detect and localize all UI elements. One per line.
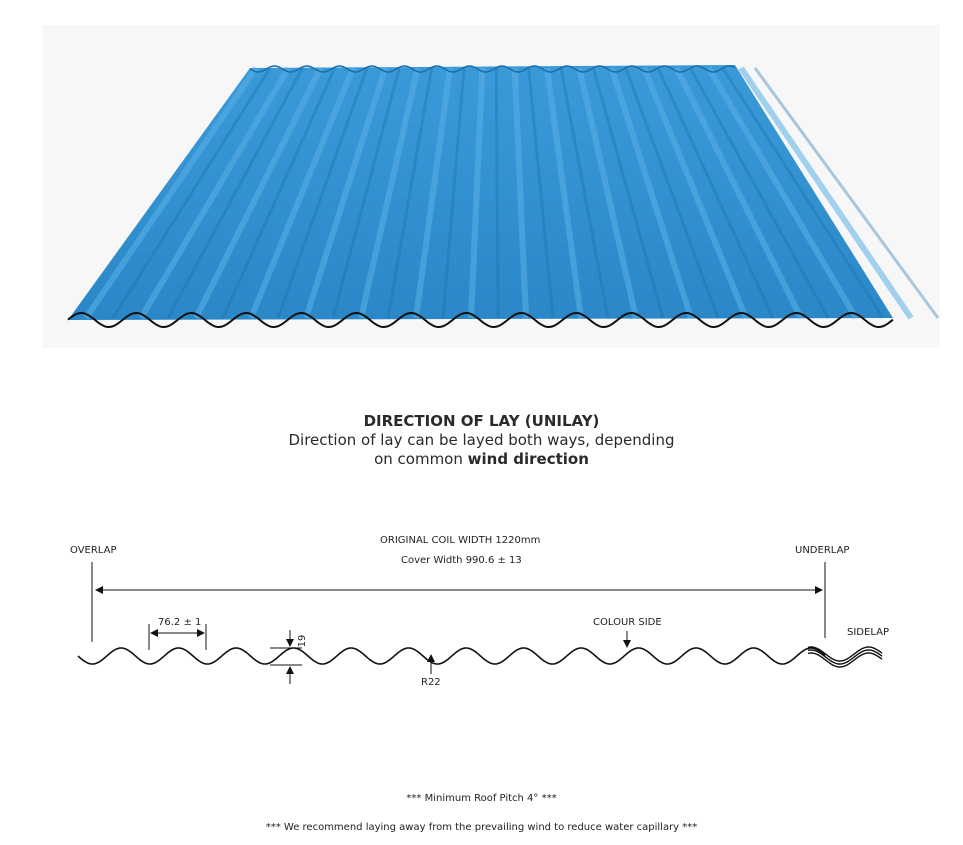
minimum-roof-pitch-note: *** Minimum Roof Pitch 4° *** (406, 793, 557, 804)
wind-direction-emphasis: wind direction (467, 450, 589, 468)
lay-direction-description: Direction of lay can be layed both ways, depending (288, 431, 675, 449)
sidelap-wave-b (808, 650, 882, 664)
lay-direction-description-line2: on common wind direction (374, 450, 589, 468)
colour-side-label: COLOUR SIDE (593, 617, 662, 628)
coil-width-label: ORIGINAL COIL WIDTH 1220mm (380, 535, 541, 546)
overlap-label: OVERLAP (70, 545, 117, 556)
sidelap-wave-a (808, 647, 882, 661)
depth-label: 19 (297, 634, 308, 648)
cover-width-label: Cover Width 990.6 ± 13 (401, 555, 522, 566)
prevailing-wind-note: *** We recommend laying away from the prevailing wind to reduce water capillary *** (265, 822, 698, 833)
sidelap-label: SIDELAP (847, 627, 889, 638)
radius-label: R22 (421, 677, 441, 688)
underlap-label: UNDERLAP (795, 545, 850, 556)
corrugated-profile-line (78, 648, 825, 664)
pitch-label: 76.2 ± 1 (158, 617, 202, 628)
lay-direction-title: DIRECTION OF LAY (UNILAY) (363, 412, 600, 430)
